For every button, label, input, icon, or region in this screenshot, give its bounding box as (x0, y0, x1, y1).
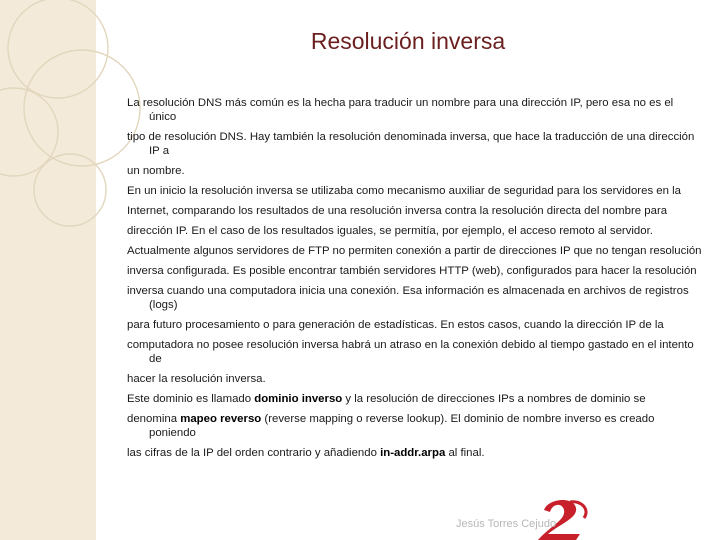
body-paragraph (127, 264, 702, 278)
paragraph-text: (reverse mapping o reverse lookup). El dominio de nombre inverso es creado poniendo (149, 413, 655, 439)
paragraph-text: denomina (127, 413, 181, 425)
slide-title-text: Resolución inversa (310, 28, 506, 54)
paragraph-text: Este dominio es llamado (127, 393, 255, 405)
paragraph-text: dirección IP. En el caso de los resultados iguales, se permitía, por ejemplo, el acceso remoto al servidor. (127, 225, 653, 237)
paragraph-text: inversa cuando una computadora inicia una conexión. Esa información es almacenada en archivos de registros (logs) (127, 285, 689, 311)
paragraph-text: Internet, comparando los resultados de una resolución inversa contra la resolución directa del nombre para (127, 205, 668, 217)
body-paragraph (127, 224, 702, 238)
paragraph-text: al final. (445, 447, 485, 459)
paragraph-text: tipo de resolución DNS. Hay también la resolución denominada inversa, que hace la traducción de una dirección IP a (127, 131, 695, 157)
body-paragraph (127, 164, 702, 178)
paragraph-text: Actualmente algunos servidores de FTP no permiten conexión a partir de direcciones IP que no tengan resolución (127, 245, 702, 257)
body-paragraph (127, 372, 702, 386)
paragraph-text: En un inicio la resolución inversa se utilizaba como mecanismo auxiliar de seguridad para los servidores en la (127, 185, 681, 197)
paragraph-text: inversa configurada. Es posible encontrar también servidores HTTP (web), configurados para hacer la resolución (127, 265, 697, 277)
paragraph-text: para futuro procesamiento o para generación de estadísticas. En estos casos, cuando la dirección IP de la (127, 319, 664, 331)
footer-author: Jesús Torres Cejudo (456, 518, 557, 530)
body-paragraph (127, 392, 702, 406)
body-paragraph (127, 184, 702, 198)
slide-body (127, 96, 702, 466)
bold-term: dominio inverso (254, 393, 343, 405)
paragraph-text: un nombre. (127, 165, 185, 177)
paragraph-text: La resolución DNS más común es la hecha para traducir un nombre para una dirección IP, pero esa no es el único (127, 97, 674, 123)
paragraph-text: computadora no posee resolución inversa habrá un atraso en la conexión debido al tiempo gastado en el intento de (127, 339, 694, 365)
bold-term: in-addr.arpa (380, 447, 446, 459)
body-paragraph (127, 130, 702, 158)
bold-term: mapeo reverso (180, 413, 262, 425)
paragraph-text: las cifras de la IP del orden contrario y añadiendo (127, 447, 381, 459)
body-paragraph (127, 244, 702, 258)
slide-title (0, 28, 720, 55)
paragraph-text: hacer la resolución inversa. (127, 373, 266, 385)
body-paragraph (127, 96, 702, 124)
body-paragraph (127, 338, 702, 366)
body-paragraph (127, 318, 702, 332)
body-paragraph (127, 284, 702, 312)
body-paragraph (127, 446, 702, 460)
body-paragraph (127, 204, 702, 218)
paragraph-text: y la resolución de direcciones IPs a nombres de dominio se (342, 393, 646, 405)
body-paragraph (127, 412, 702, 440)
